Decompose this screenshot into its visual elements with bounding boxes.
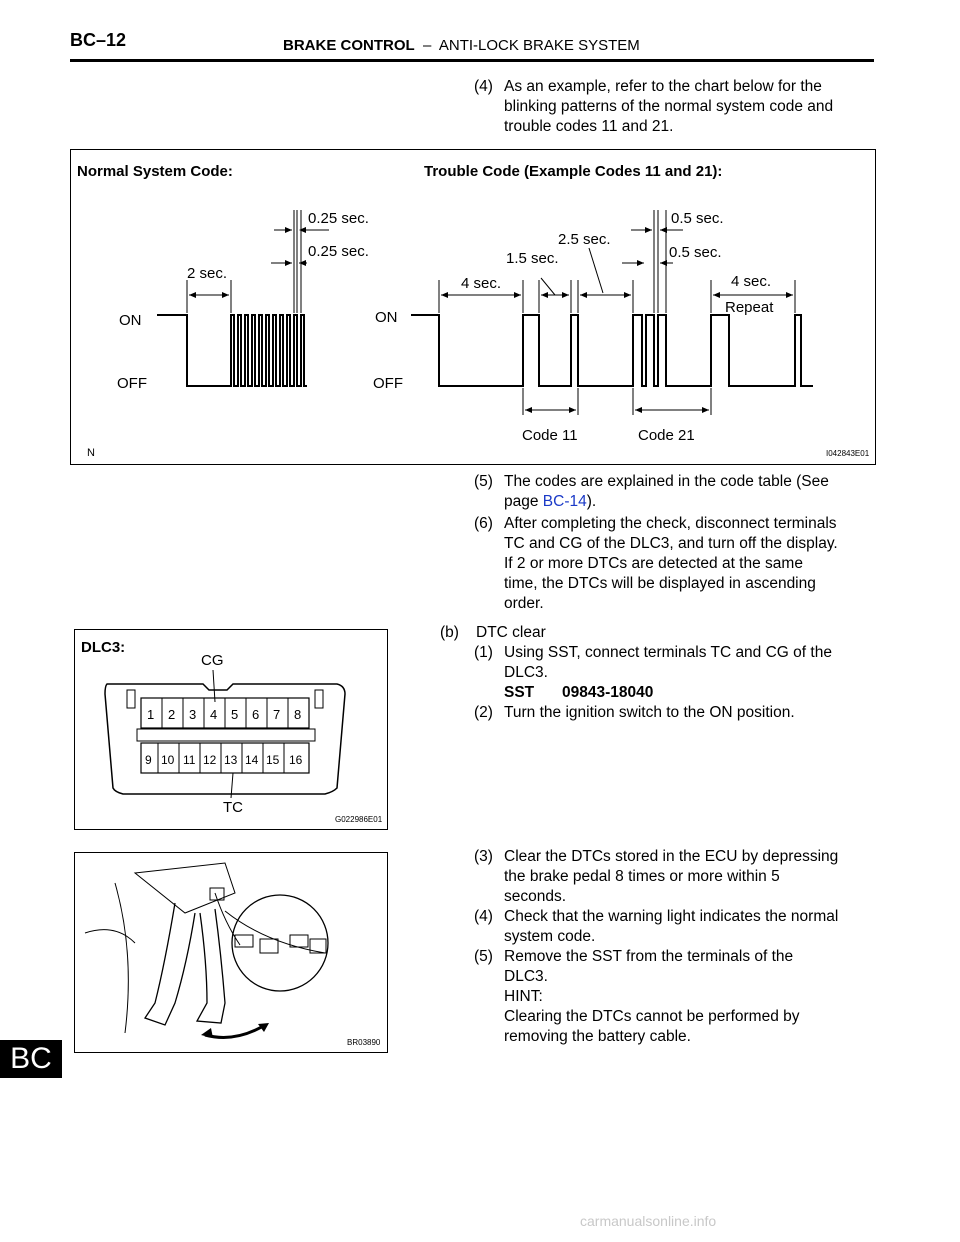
sst-label: SST [504,684,535,701]
trouble-code-waveform [411,315,813,386]
step-line: blinking patterns of the normal system code and [504,98,834,115]
step-number: (3) [474,848,493,865]
dimension-arrows [285,260,306,266]
step-line: time, the DTCs will be displayed in ascending [504,575,816,592]
connector-latch-left [127,690,135,708]
leader-line [589,248,603,293]
brake-pedal-illustration [75,853,387,1052]
trouble-code-title: Trouble Code (Example Codes 11 and 21): [424,163,723,180]
normal-code-title: Normal System Code: [77,163,233,180]
label-025-sec-bottom: 0.25 sec. [308,243,369,260]
step-line: the brake pedal 8 times or more within 5 [504,868,780,885]
hint-text: Clearing the DTCs cannot be performed by [504,1008,800,1025]
step-line: system code. [504,928,596,945]
step-number: (2) [474,704,493,721]
normal-code-waveform [157,315,307,386]
dimension-arrows [285,227,306,233]
brake-pedal-arm [145,903,195,1025]
pin-label: 16 [289,753,303,767]
label-4-sec-right: 4 sec. [731,273,772,290]
figure-id: I042843E01 [826,449,870,458]
dlc3-connector-diagram [75,630,387,829]
body-panel [115,883,128,1033]
step-line: TC and CG of the DLC3, and turn off the display. [504,535,838,552]
step-line: If 2 or more DTCs are detected at the same [504,555,803,572]
label-05-sec-bottom: 0.5 sec. [669,244,722,261]
switch-detail [260,939,278,953]
label-025-sec-top: 0.25 sec. [308,210,369,227]
pin-label: 7 [273,707,281,722]
step-line: order. [504,595,544,612]
on-label: ON [375,309,398,326]
watermark: carmanualsonline.info [580,1213,717,1229]
step-line: Remove the SST from the terminals of the [504,948,794,965]
cg-label: CG [201,652,224,669]
blink-pattern-figure [70,149,876,465]
pin-label: 11 [183,753,196,767]
label-2-5-sec: 2.5 sec. [558,231,611,248]
step-line: trouble codes 11 and 21. [504,118,674,135]
page-code: BC–12 [70,30,127,50]
dlc3-title: DLC3: [81,639,126,656]
dlc3-figure [74,629,388,830]
on-label: ON [119,312,142,329]
pin-label: 8 [294,707,302,722]
pin-label: 4 [210,707,218,722]
label-repeat: Repeat [725,299,774,316]
dimension-arrows [637,260,667,266]
pin-label: 5 [231,707,239,722]
label-4-sec-left: 4 sec. [461,275,502,292]
step-4 [474,77,874,139]
label-code-11: Code 11 [522,427,578,444]
detail-circle [232,895,328,991]
step-number: (4) [474,908,493,925]
pin-row-top [141,698,309,728]
pin-label: 6 [252,707,260,722]
section-title: DTC clear [476,624,546,641]
figure-id: BR03890 [347,1038,381,1047]
section-number: (b) [440,624,459,641]
off-label: OFF [373,375,403,392]
header-rule [70,59,874,62]
cg-leader-line [213,670,215,702]
step-line: Clear the DTCs stored in the ECU by depressing [504,848,839,865]
brake-pedal-figure [74,852,388,1053]
hint-text: removing the battery cable. [504,1028,691,1045]
step-number: (1) [474,644,493,661]
step-number: (6) [474,515,493,532]
pin-label: 9 [145,753,152,767]
pin-label: 13 [224,753,238,767]
section-b-dtc-clear [440,623,880,723]
sst-number: 09843-18040 [562,684,654,701]
tc-label: TC [223,799,243,816]
step-line: Check that the warning light indicates the normal [504,908,839,925]
step-line: After completing the check, disconnect terminals [504,515,837,532]
pin-label: 15 [266,753,280,767]
step-line-with-link [504,492,596,512]
label-code-21: Code 21 [638,427,695,444]
figure-id: G022986E01 [335,815,383,824]
step-5 [474,472,874,514]
label-1-5-sec: 1.5 sec. [506,250,559,267]
pin-label: 10 [161,753,175,767]
step-number: (5) [474,473,493,490]
connector-divider [137,729,315,741]
pin-label: 12 [203,753,217,767]
step-text: page [504,493,543,510]
pedal-motion-arrow [205,1025,265,1037]
page-header-title [283,37,640,54]
brake-pedal-arm [197,909,225,1023]
label-2-sec: 2 sec. [187,265,228,282]
pin-label: 1 [147,707,155,722]
pin-label: 2 [168,707,176,722]
dimension-arrows [645,227,667,233]
hint-label: HINT: [504,988,543,1005]
section-name: BRAKE CONTROL [283,37,415,54]
figure-corner-mark: N [87,447,95,459]
pin-row-bottom [141,743,309,773]
body-panel [85,930,135,943]
step-6 [474,514,874,616]
step-line: As an example, refer to the chart below for the [504,78,822,95]
connector-latch-right [315,690,323,708]
subsection-name: ANTI-LOCK BRAKE SYSTEM [438,37,640,54]
step-line: Using SST, connect terminals TC and CG of the [504,644,832,661]
step-number: (4) [474,78,493,95]
dtc-clear-steps [474,847,874,1047]
step-line: seconds. [504,888,567,905]
step-text: ). [586,493,597,510]
step-line: Turn the ignition switch to the ON position. [504,704,795,721]
step-line: DLC3. [504,664,548,681]
step-line: DLC3. [504,968,548,985]
off-label: OFF [117,375,147,392]
pin-label: 14 [245,753,259,767]
step-number: (5) [474,948,493,965]
label-05-sec-top: 0.5 sec. [671,210,724,227]
page-link-bc-14[interactable]: BC-14 [542,493,587,510]
section-side-tab: BC [0,1040,62,1078]
blink-pattern-diagram [71,150,875,464]
step-line: The codes are explained in the code table (See [504,473,829,490]
header-separator: – [423,37,432,54]
pin-label: 3 [189,707,197,722]
